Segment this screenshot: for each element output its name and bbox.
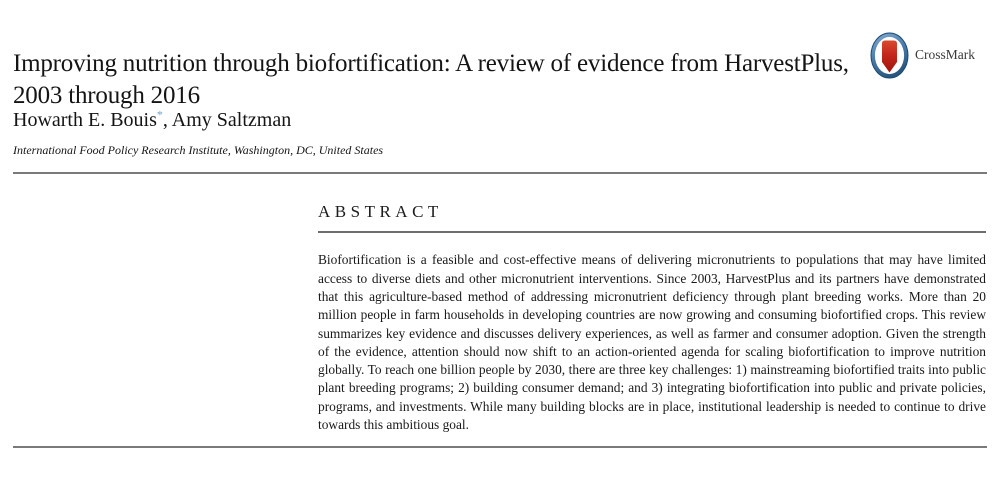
paper-title: Improving nutrition through biofortification: A review of evidence from HarvestPlus, 2003 through 2016 [13,49,849,109]
crossmark-label: CrossMark [915,47,975,62]
crossmark-logo-icon [870,32,910,84]
abstract-heading: ABSTRACT [318,202,443,221]
affiliation-line: International Food Policy Research Institute, Washington, DC, United States [13,143,384,157]
footer-divider-rule [13,446,987,448]
corresponding-author-asterisk-link[interactable]: * [156,107,163,122]
header-divider-rule [13,172,987,174]
author-primary: Howarth E. Bouis [13,109,157,131]
author-secondary: , Amy Saltzman [162,109,292,131]
abstract-divider-rule [318,231,986,233]
abstract-text: Biofortification is a feasible and cost-effective means of delivering micronutrients to populations that may have limited access to diverse diets and other micronutrient interventions. Since 2003, HarvestPlus and its partners have demonstrated that this agriculture-based method of addressing micronutrient deficiency through plant breeding works. More than 20 million people in farm households in developing countries are now growing and consuming biofortified crops. This review summarizes key evidence and discusses delivery experiences, as well as farmer and consumer adoption. Given the strength of the evidence, attention should now shift to an action-oriented agenda for scaling biofortification to improve nutrition globally. To reach one billion people by 2030, there are three key challenges: 1) mainstreaming biofortified traits into public plant breeding programs; 2) building consumer demand; and 3) integrating biofortification into public and private policies, programs, and investments. While many building blocks are in place, institutional leadership is needed to continue to drive towards this ambitious goal. [318,252,986,433]
author-line [13,108,291,132]
crossmark-badge-button[interactable] [870,32,975,84]
